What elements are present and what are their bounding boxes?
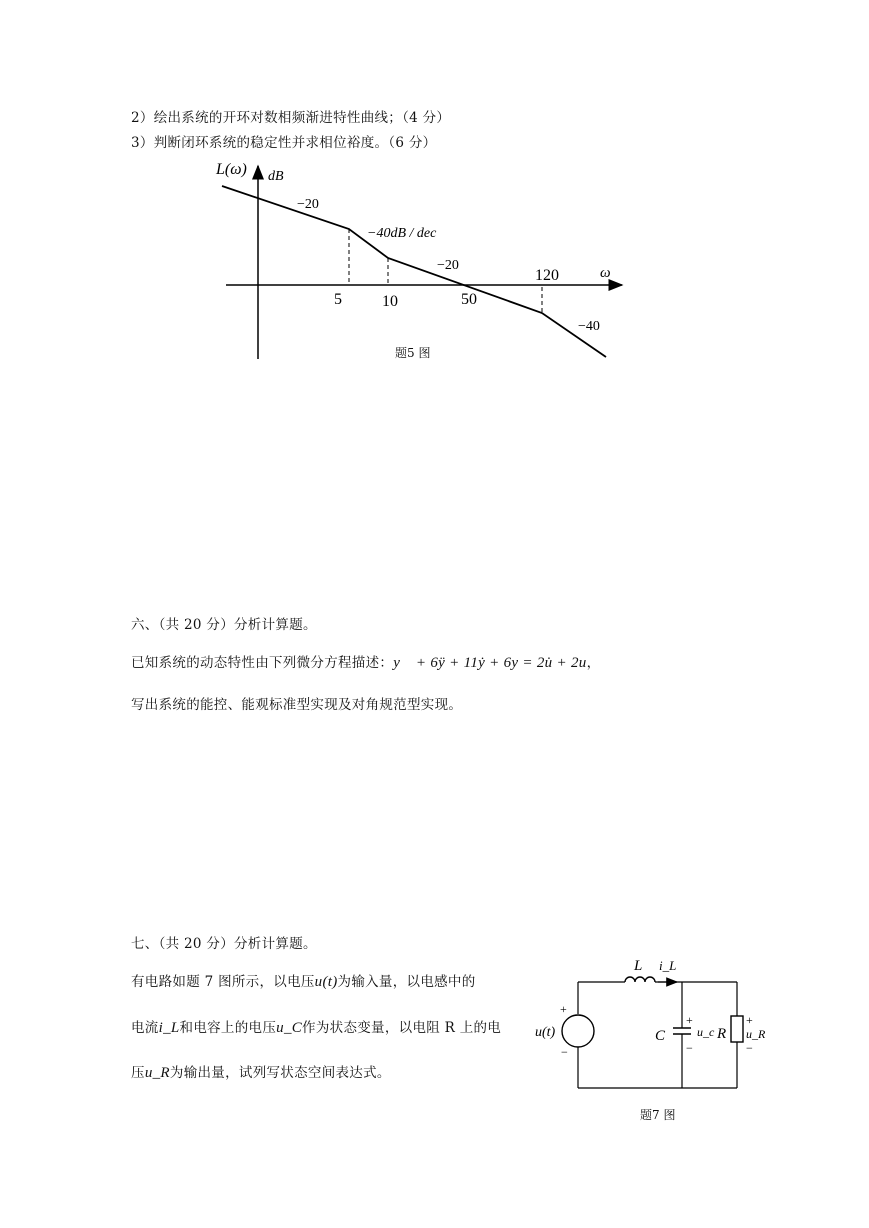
- cap-plus: +: [686, 1013, 693, 1027]
- slope-label-2: −40dB / dec: [367, 226, 437, 241]
- x-axis-label: ω: [600, 265, 611, 281]
- tick-label-5: 5: [334, 291, 342, 308]
- label-C: C: [655, 1028, 666, 1044]
- res-minus: −: [746, 1041, 753, 1055]
- slope-label-1: −20: [297, 197, 319, 212]
- source-minus: −: [561, 1045, 568, 1059]
- q7-text: 压: [131, 1065, 145, 1081]
- output-uR: u_R: [144, 1065, 170, 1081]
- state-uC: u_C: [276, 1020, 303, 1036]
- inductor-icon: [625, 977, 655, 982]
- figure-7-caption: 题7 图: [640, 1108, 676, 1122]
- label-uc: u_c: [697, 1025, 715, 1039]
- slope-label-3: −20: [437, 258, 459, 273]
- label-L: L: [634, 958, 643, 974]
- differential-equation: y⃛ + 6ÿ + 11ẏ + 6y = 2u̇ + 2u: [393, 655, 587, 671]
- label-R: R: [717, 1026, 727, 1042]
- res-plus: +: [746, 1013, 753, 1027]
- q6-line-1: [131, 651, 600, 672]
- figure-5-caption: 题5 图: [395, 346, 431, 360]
- q7-text: 为输出量，试列写状态空间表达式。: [169, 1065, 391, 1081]
- input-ut: u(t): [314, 974, 338, 990]
- q5-item-2: 2）绘出系统的开环对数相频渐进特性曲线；（4 分）: [131, 110, 451, 126]
- slope-label-4: −40: [578, 319, 600, 334]
- source-plus: +: [560, 1002, 567, 1016]
- q6-line-1-prefix: 已知系统的动态特性由下列微分方程描述：: [131, 655, 394, 671]
- label-iL: i_L: [659, 958, 677, 973]
- q7-text: 有电路如题 7 图所示，以电压: [131, 974, 315, 990]
- y-axis-label: L(ω): [216, 161, 247, 178]
- q7-heading: 七、（共 20 分）分析计算题。: [131, 936, 317, 952]
- q7-text: 和电容上的电压: [179, 1020, 277, 1036]
- q6-heading: 六、（共 20 分）分析计算题。: [131, 617, 317, 633]
- cap-minus: −: [686, 1041, 693, 1055]
- circuit-figure: [0, 940, 869, 1140]
- resistor-icon: [731, 1016, 743, 1042]
- bode-figure: [0, 0, 869, 380]
- label-ut: u(t): [535, 1025, 556, 1040]
- q7-text: 为输入量，以电感中的: [337, 974, 476, 990]
- tick-label-50: 50: [461, 291, 477, 308]
- q6-line-1-suffix: ，: [586, 655, 601, 671]
- tick-label-120: 120: [535, 267, 559, 284]
- q7-text: 电流: [131, 1020, 159, 1036]
- label-uR: u_R: [746, 1027, 766, 1041]
- state-iL: i_L: [158, 1020, 180, 1036]
- voltage-source-icon: [562, 1015, 594, 1047]
- q5-item-3: 3）判断闭环系统的稳定性并求相位裕度。（6 分）: [131, 135, 437, 151]
- q6-line-2: 写出系统的能控、能观标准型实现及对角规范型实现。: [131, 697, 463, 713]
- tick-label-10: 10: [382, 293, 398, 310]
- y-unit-label: dB: [268, 169, 284, 184]
- q7-text: 作为状态变量，以电阻 R 上的电: [302, 1020, 502, 1036]
